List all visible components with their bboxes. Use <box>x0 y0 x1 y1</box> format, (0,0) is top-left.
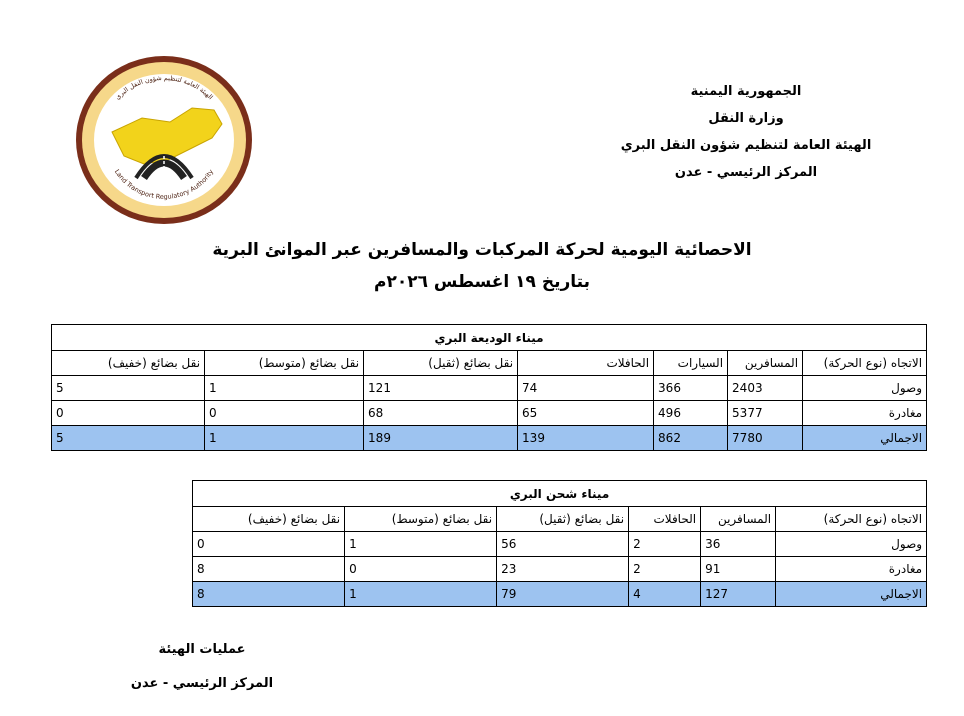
cell-value: 5 <box>52 426 205 451</box>
cell-value: 2 <box>629 557 701 582</box>
cell-value: 1 <box>205 376 364 401</box>
cell-value: 91 <box>701 557 776 582</box>
cell-value: 189 <box>364 426 518 451</box>
table-row <box>193 532 927 557</box>
row-direction: الاجمالي <box>776 582 927 607</box>
cell-value: 0 <box>345 557 497 582</box>
cell-value: 1 <box>345 582 497 607</box>
row-direction: مغادرة <box>803 401 927 426</box>
header-block <box>586 78 906 186</box>
column-header: نقل بضائع (ثقيل) <box>364 351 518 376</box>
cell-value: 127 <box>701 582 776 607</box>
cell-value: 23 <box>497 557 629 582</box>
footer-signature <box>128 633 276 701</box>
column-header: الاتجاه (نوع الحركة) <box>776 507 927 532</box>
column-header: المسافرين <box>728 351 803 376</box>
cell-value: 5377 <box>728 401 803 426</box>
cell-value: 56 <box>497 532 629 557</box>
row-direction: وصول <box>803 376 927 401</box>
cell-value: 1 <box>345 532 497 557</box>
cell-value: 862 <box>654 426 728 451</box>
cell-value: 68 <box>364 401 518 426</box>
report-title: الاحصائية اليومية لحركة المركبات والمسافرين عبر الموانئ البرية <box>212 240 752 260</box>
cell-value: 0 <box>52 401 205 426</box>
cell-value: 139 <box>518 426 654 451</box>
column-header: نقل بضائع (خفيف) <box>52 351 205 376</box>
cell-value: 121 <box>364 376 518 401</box>
cell-value: 79 <box>497 582 629 607</box>
column-header: المسافرين <box>701 507 776 532</box>
row-direction: وصول <box>776 532 927 557</box>
cell-value: 7780 <box>728 426 803 451</box>
column-header: الاتجاه (نوع الحركة) <box>803 351 927 376</box>
column-header: الحافلات <box>518 351 654 376</box>
header-center: المركز الرئيسي - عدن <box>674 165 818 180</box>
header-ministry: وزارة النقل <box>708 111 784 126</box>
column-header: نقل بضائع (متوسط) <box>345 507 497 532</box>
report-date: بتاريخ ١٩ اغسطس ٢٠٢٦م <box>374 272 590 292</box>
cell-value: 0 <box>205 401 364 426</box>
cell-value: 0 <box>193 532 345 557</box>
column-header: نقل بضائع (خفيف) <box>193 507 345 532</box>
cell-value: 8 <box>193 582 345 607</box>
footer-center: المركز الرئيسي - عدن <box>130 676 274 691</box>
cell-value: 1 <box>205 426 364 451</box>
port-name: ميناء الوديعة البري <box>52 325 927 351</box>
cell-value: 2 <box>629 532 701 557</box>
cell-value: 65 <box>518 401 654 426</box>
column-header: السيارات <box>654 351 728 376</box>
logo-english-text: Land Transport Regulatory Authority <box>112 167 216 201</box>
header-republic: الجمهورية اليمنية <box>690 84 802 99</box>
cell-value: 5 <box>52 376 205 401</box>
total-row <box>193 582 927 607</box>
authority-logo <box>72 52 256 228</box>
column-header: نقل بضائع (متوسط) <box>205 351 364 376</box>
column-header: الحافلات <box>629 507 701 532</box>
row-direction: الاجمالي <box>803 426 927 451</box>
port-name: ميناء شحن البري <box>193 481 927 507</box>
column-header: نقل بضائع (ثقيل) <box>497 507 629 532</box>
cell-value: 366 <box>654 376 728 401</box>
cell-value: 36 <box>701 532 776 557</box>
cell-value: 2403 <box>728 376 803 401</box>
table-row <box>52 376 927 401</box>
table-row <box>193 557 927 582</box>
cell-value: 4 <box>629 582 701 607</box>
table-row <box>52 401 927 426</box>
footer-operations: عمليات الهيئة <box>158 642 246 657</box>
header-authority: الهيئة العامة لتنظيم شؤون النقل البري <box>620 138 872 153</box>
cell-value: 8 <box>193 557 345 582</box>
logo-arabic-text: الهيئة العامة لتنظيم شؤون النقل البري <box>113 73 215 102</box>
total-row <box>52 426 927 451</box>
cell-value: 74 <box>518 376 654 401</box>
port-table-shahn <box>192 480 927 607</box>
cell-value: 496 <box>654 401 728 426</box>
port-table-wadiah <box>51 324 927 451</box>
row-direction: مغادرة <box>776 557 927 582</box>
